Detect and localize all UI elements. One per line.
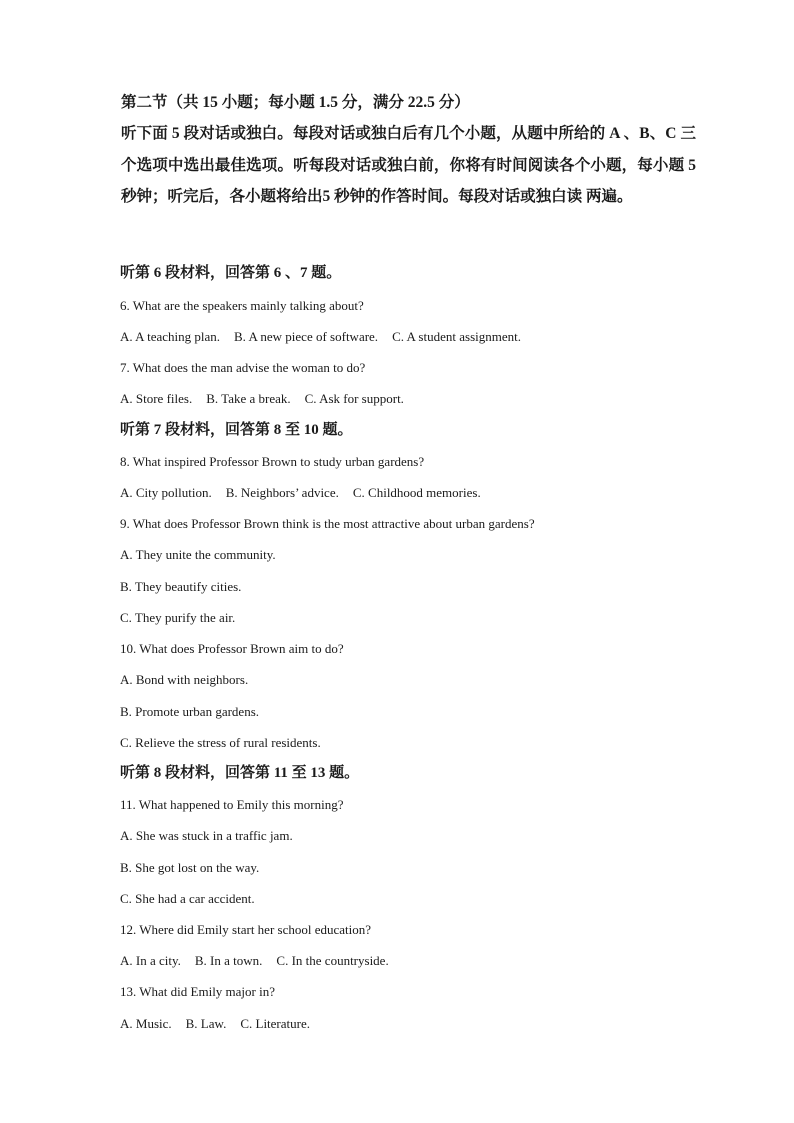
q8-option-a: A. City pollution. (120, 485, 212, 500)
q6-question: 6. What are the speakers mainly talking about? (120, 298, 364, 313)
q13-option-b: B. Law. (185, 1016, 227, 1031)
q7-option-b: B. Take a break. (206, 391, 291, 406)
q7-question: 7. What does the man advise the woman to do? (120, 360, 366, 375)
q11-option-c: C. She had a car accident. (120, 891, 255, 906)
q8-question: 8. What inspired Professor Brown to study urban gardens? (120, 454, 425, 469)
q7-options (120, 390, 418, 408)
part6-heading: 听第 6 段材料，回答第 6 、7 题。 (120, 265, 342, 281)
q10-question: 10. What does Professor Brown aim to do? (120, 641, 344, 656)
q7-option-c: C. Ask for support. (304, 391, 404, 406)
q11-option-a: A. She was stuck in a traffic jam. (120, 828, 293, 843)
q9-option-c: C. They purify the air. (120, 610, 236, 625)
q6-option-c: C. A student assignment. (392, 329, 521, 344)
q10-option-c: C. Relieve the stress of rural residents. (120, 735, 321, 750)
q6-option-a: A. A teaching plan. (120, 329, 221, 344)
q8-option-b: B. Neighbors’ advice. (225, 485, 339, 500)
q13-options (120, 1015, 324, 1033)
q12-option-c: C. In the countryside. (276, 953, 389, 968)
q11-option-b: B. She got lost on the way. (120, 860, 260, 875)
section-instructions: 听下面 5 段对话或独白。每段对话或独白后有几个小题，从题中所给的 A 、B、C 三个选项中选出最佳选项。听每段对话或独白前，你将有时间阅读各个小题，每小题 5 秒钟；听完后，各小题将给出5 秒钟的作答时间。每段对话或独白读 两遍。 (121, 125, 696, 205)
q13-question: 13. What did Emily major in? (120, 984, 276, 999)
part7-heading: 听第 7 段材料，回答第 8 至 10 题。 (120, 422, 353, 438)
q12-option-a: A. In a city. (120, 953, 181, 968)
q12-options (120, 952, 403, 970)
q7-option-a: A. Store files. (120, 391, 193, 406)
q10-option-b: B. Promote urban gardens. (120, 704, 260, 719)
section-title: 第二节（共 15 小题；每小题 1.5 分，满分 22.5 分） (121, 94, 470, 111)
q6-options (120, 328, 535, 346)
q6-option-b: B. A new piece of software. (234, 329, 379, 344)
q9-option-b: B. They beautify cities. (120, 579, 242, 594)
q9-question: 9. What does Professor Brown think is the most attractive about urban gardens? (120, 516, 535, 531)
part8-heading: 听第 8 段材料，回答第 11 至 13 题。 (120, 765, 360, 781)
q11-question: 11. What happened to Emily this morning? (120, 797, 344, 812)
q9-option-a: A. They unite the community. (120, 547, 276, 562)
q10-option-a: A. Bond with neighbors. (120, 672, 249, 687)
section-intro (121, 91, 696, 213)
q13-option-c: C. Literature. (240, 1016, 310, 1031)
q8-options (120, 484, 495, 502)
q8-option-c: C. Childhood memories. (352, 485, 481, 500)
q13-option-a: A. Music. (120, 1016, 172, 1031)
q12-option-b: B. In a town. (194, 953, 263, 968)
q12-question: 12. Where did Emily start her school education? (120, 922, 372, 937)
